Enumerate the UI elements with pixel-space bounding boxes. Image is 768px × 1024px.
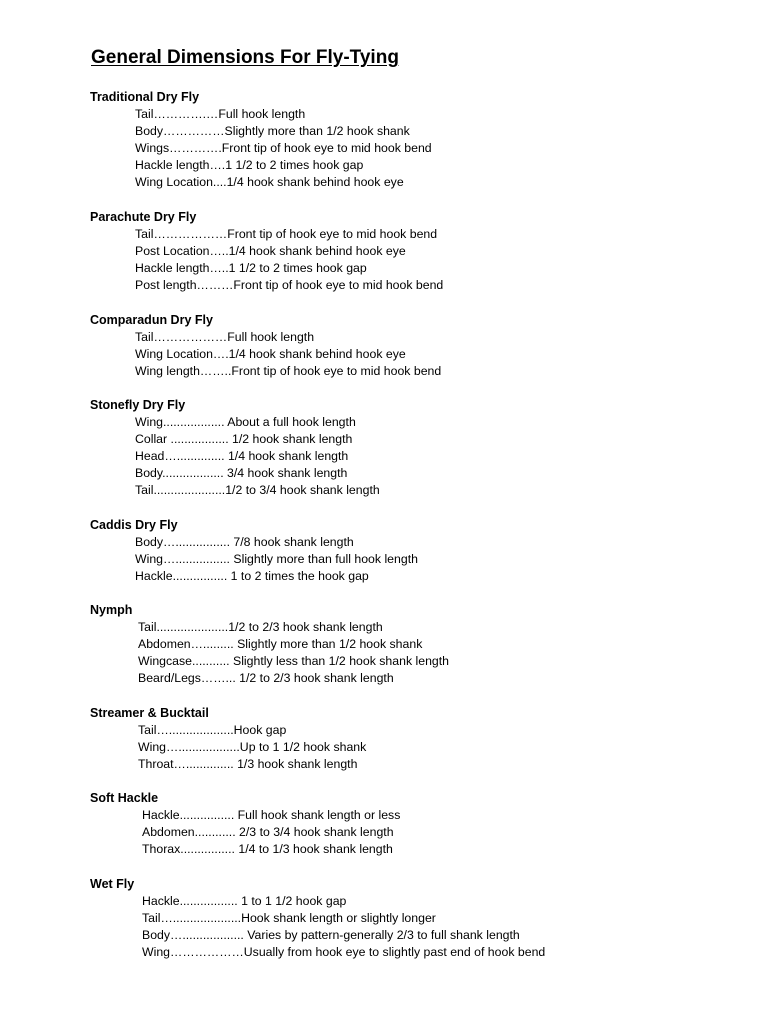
entry: Post Location…..1/4 hook shank behind hook eye: [135, 244, 406, 258]
entry: Tail………….…Full hook length: [135, 107, 306, 121]
entry: Body….................. Varies by pattern-generally 2/3 to full shank length: [142, 928, 520, 942]
entry: Wing………………Usually from hook eye to slightly past end of hook bend: [142, 945, 546, 959]
entry: Hackle length….1 1/2 to 2 times hook gap: [135, 158, 364, 172]
section-title: Comparadun Dry Fly: [90, 313, 213, 327]
entry: Tail.....................1/2 to 3/4 hook shank length: [135, 483, 380, 497]
entry: Hackle length…..1 1/2 to 2 times hook gap: [135, 261, 367, 275]
entry: Tail…...................Hook gap: [138, 723, 287, 737]
entry: Wing…................ Slightly more than full hook length: [135, 552, 418, 566]
section-title: Streamer & Bucktail: [90, 706, 209, 720]
entry: Body.................. 3/4 hook shank length: [135, 466, 348, 480]
entry: Wing Location....1/4 hook shank behind hook eye: [135, 175, 404, 189]
entry: Head….............. 1/4 hook shank length: [135, 449, 349, 463]
section-title: Parachute Dry Fly: [90, 210, 197, 224]
entry: Hackle................. 1 to 1 1/2 hook gap: [142, 894, 347, 908]
entry: Abdomen…......... Slightly more than 1/2 hook shank: [138, 637, 423, 651]
section-title: Traditional Dry Fly: [90, 90, 200, 104]
entry: Tail………………Full hook length: [135, 330, 315, 344]
entry: Beard/Legs……... 1/2 to 2/3 hook shank length: [138, 671, 394, 685]
section-title: Nymph: [90, 603, 133, 617]
section-title: Soft Hackle: [90, 791, 159, 805]
entry: Wingcase........... Slightly less than 1/2 hook shank length: [138, 654, 450, 668]
entry: Wing length……..Front tip of hook eye to mid hook bend: [135, 364, 442, 378]
entry: Body……………Slightly more than 1/2 hook shank: [135, 124, 410, 138]
entry: Tail…....................Hook shank length or slightly longer: [142, 911, 436, 925]
section-title: Wet Fly: [90, 877, 135, 891]
entry: Thorax................ 1/4 to 1/3 hook shank length: [142, 842, 393, 856]
entry: Post length………Front tip of hook eye to mid hook bend: [135, 278, 444, 292]
section-title: Stonefly Dry Fly: [90, 398, 186, 412]
entry: Wing.................. About a full hook length: [135, 415, 356, 429]
entry: Tail.....................1/2 to 2/3 hook shank length: [138, 620, 383, 634]
section-title: Caddis Dry Fly: [90, 518, 178, 532]
entry: Throat….............. 1/3 hook shank length: [138, 757, 358, 771]
entry: Hackle................ 1 to 2 times the hook gap: [135, 569, 369, 583]
entry: Wing Location….1/4 hook shank behind hook eye: [135, 347, 406, 361]
entry: Tail………………Front tip of hook eye to mid hook bend: [135, 227, 438, 241]
entry: Wings………….Front tip of hook eye to mid hook bend: [135, 141, 432, 155]
page-title: General Dimensions For Fly-Tying: [91, 47, 399, 68]
entry: Collar ................. 1/2 hook shank length: [135, 432, 353, 446]
entry: Hackle................ Full hook shank length or less: [142, 808, 401, 822]
entry: Body…................ 7/8 hook shank length: [135, 535, 354, 549]
entry: Abdomen............ 2/3 to 3/4 hook shank length: [142, 825, 394, 839]
entry: Wing…..................Up to 1 1/2 hook shank: [138, 740, 367, 754]
